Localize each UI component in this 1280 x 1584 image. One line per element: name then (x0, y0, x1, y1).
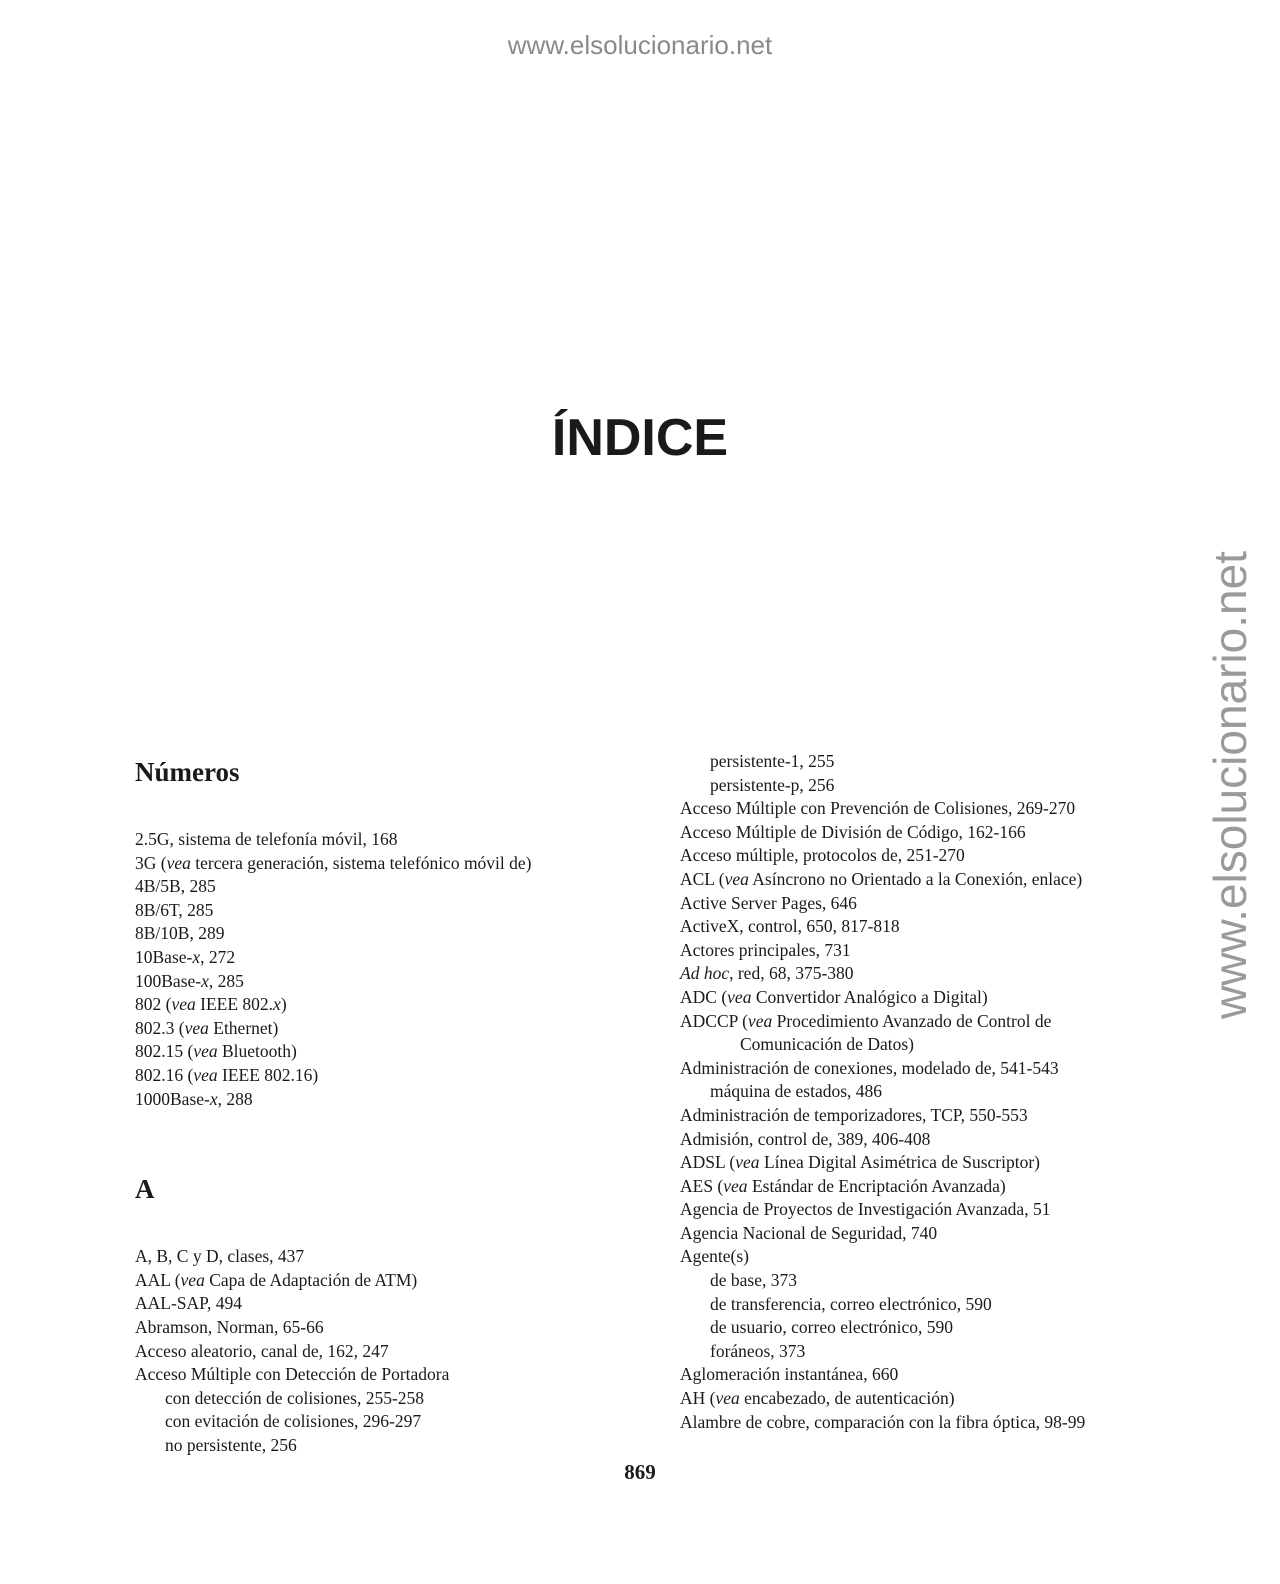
entry-italic-text: vea (193, 1041, 218, 1062)
index-entry: ActiveX, control, 650, 817-818 (680, 916, 900, 937)
index-entry: A, B, C y D, clases, 437 (135, 1246, 305, 1267)
index-entry (680, 1010, 1150, 1034)
index-entry: Agencia de Proyectos de Investigación Avanzada, 51 (680, 1199, 1051, 1220)
index-entry: 4B/5B, 285 (135, 876, 216, 897)
entry-text: Asíncrono no Orientado a la Conexión, enlace) (748, 868, 1083, 889)
section-heading: A (135, 1174, 155, 1205)
entry-italic-text: vea (727, 986, 752, 1007)
entry-text: , 272 (200, 946, 236, 967)
entry-text: 802.3 ( (135, 1017, 185, 1038)
entry-text: AES ( (680, 1175, 724, 1196)
entry-text: ADC ( (680, 986, 728, 1007)
page-number: 869 (624, 1460, 656, 1484)
index-column-right (680, 750, 1150, 1434)
index-entry (680, 1175, 1150, 1199)
index-entry (135, 993, 655, 1017)
index-entry: Acceso múltiple, protocolos de, 251-270 (680, 845, 965, 866)
entry-text: Procedimiento Avanzado de Control de (772, 1010, 1052, 1031)
index-entry: 2.5G, sistema de telefonía móvil, 168 (135, 829, 398, 849)
entry-text: AH ( (680, 1388, 716, 1409)
index-entries (135, 1245, 655, 1457)
index-entry: Administración de conexiones, modelado de, 541-543 (680, 1057, 1059, 1078)
entry-italic-text: x (273, 994, 281, 1015)
index-entry (135, 852, 655, 876)
index-entry (135, 1269, 655, 1293)
index-entry: Acceso aleatorio, canal de, 162, 247 (135, 1340, 389, 1361)
entry-italic-text: vea (193, 1064, 218, 1085)
index-entry: 8B/10B, 289 (135, 923, 225, 944)
entry-italic-text: vea (184, 1017, 209, 1038)
index-entries (680, 750, 1150, 1434)
page-title: ÍNDICE (551, 409, 729, 467)
entry-text: 10Base- (135, 946, 193, 967)
index-section (135, 750, 655, 1111)
index-entry (680, 1387, 1150, 1411)
index-entries (135, 828, 655, 1111)
entry-text: ) (280, 994, 287, 1015)
entry-text: tercera generación, sistema telefónico móvil de) (190, 852, 532, 873)
index-subentry: Comunicación de Datos) (740, 1034, 914, 1055)
entry-italic-text: x (192, 946, 201, 967)
section-heading: Números (135, 757, 240, 787)
entry-text: encabezado, de autenticación) (739, 1388, 955, 1409)
index-entry: Acceso Múltiple de División de Código, 162-166 (680, 821, 1026, 842)
index-subentry: de usuario, correo electrónico, 590 (710, 1317, 953, 1338)
index-entry: Alambre de cobre, comparación con la fibra óptica, 98-99 (680, 1411, 1086, 1432)
index-entry (135, 1088, 655, 1112)
entry-text: Bluetooth) (217, 1041, 297, 1062)
index-entry: Actores principales, 731 (680, 939, 851, 960)
index-entry: Active Server Pages, 646 (680, 892, 857, 913)
entry-text: , 288 (217, 1088, 253, 1109)
index-entry: 8B/6T, 285 (135, 899, 214, 920)
index-subentry: con evitación de colisiones, 296-297 (165, 1411, 422, 1432)
index-subentry: con detección de colisiones, 255-258 (165, 1387, 425, 1408)
entry-italic-text: vea (171, 994, 196, 1015)
entry-italic-text: vea (735, 1152, 760, 1173)
entry-text: Estándar de Encriptación Avanzada) (747, 1175, 1006, 1196)
entry-italic-text: vea (724, 868, 749, 889)
watermark-top: www.elsolucionario.net (507, 30, 773, 60)
entry-text: Capa de Adaptación de ATM) (204, 1269, 418, 1290)
index-entry (680, 868, 1150, 892)
index-entry (680, 962, 1150, 986)
index-entry: Agente(s) (680, 1246, 750, 1267)
entry-italic-text: vea (747, 1010, 773, 1031)
index-entry (135, 1040, 655, 1064)
entry-text: 100Base- (135, 970, 202, 991)
index-subentry: foráneos, 373 (710, 1340, 806, 1361)
watermark-side: www.elsolucionario.net (1204, 551, 1256, 1019)
entry-text: AAL ( (135, 1269, 181, 1290)
index-entry: Agencia Nacional de Seguridad, 740 (680, 1222, 938, 1243)
index-entry: Acceso Múltiple con Detección de Portadora (135, 1364, 450, 1385)
index-entry: Admisión, control de, 389, 406-408 (680, 1128, 931, 1149)
entry-text: ACL ( (680, 868, 725, 889)
index-subentry: persistente-p, 256 (710, 774, 835, 795)
index-section (135, 1167, 655, 1457)
entry-text: Convertidor Analógico a Digital) (751, 986, 988, 1007)
index-entry: Abramson, Norman, 65-66 (135, 1316, 324, 1337)
index-entry (135, 1017, 655, 1041)
entry-italic-text: vea (180, 1269, 205, 1290)
index-column-left (135, 750, 655, 1513)
entry-italic-text: x (209, 1088, 218, 1109)
entry-text: 3G ( (135, 852, 167, 873)
entry-text: , 285 (208, 970, 244, 991)
entry-italic-text: vea (723, 1175, 748, 1196)
index-subentry: no persistente, 256 (165, 1434, 297, 1455)
entry-text: 802.15 ( (135, 1041, 194, 1062)
entry-text: IEEE 802.16) (217, 1064, 319, 1085)
index-subentry: máquina de estados, 486 (710, 1081, 883, 1102)
index-entry: Administración de temporizadores, TCP, 550-553 (680, 1104, 1028, 1125)
entry-italic-text: vea (166, 852, 191, 873)
entry-italic-text: x (201, 970, 209, 991)
index-entry (680, 986, 1150, 1010)
index-entry: Acceso Múltiple con Prevención de Colisiones, 269-270 (680, 798, 1076, 819)
index-entry (135, 1064, 655, 1088)
index-entry: Aglomeración instantánea, 660 (680, 1364, 899, 1385)
entry-text: , red, 68, 375-380 (729, 963, 854, 984)
entry-italic-text: Ad hoc (680, 963, 730, 984)
entry-text: ADSL ( (680, 1152, 736, 1173)
index-subentry: de base, 373 (710, 1270, 797, 1291)
index-entry: AAL-SAP, 494 (135, 1293, 242, 1314)
entry-text: ADCCP ( (680, 1010, 748, 1031)
entry-text: Ethernet) (208, 1017, 279, 1038)
index-subentry: de transferencia, correo electrónico, 590 (710, 1293, 992, 1314)
index-subentry: persistente-1, 255 (710, 751, 835, 771)
entry-text: 802.16 ( (135, 1064, 194, 1085)
entry-text: IEEE 802. (195, 994, 274, 1015)
entry-italic-text: vea (715, 1388, 740, 1409)
entry-text: 1000Base- (135, 1088, 210, 1109)
index-entry (135, 970, 655, 994)
entry-text: 802 ( (135, 994, 172, 1015)
index-entry (680, 1151, 1150, 1175)
entry-text: Línea Digital Asimétrica de Suscriptor) (759, 1152, 1040, 1173)
index-entry (135, 946, 655, 970)
